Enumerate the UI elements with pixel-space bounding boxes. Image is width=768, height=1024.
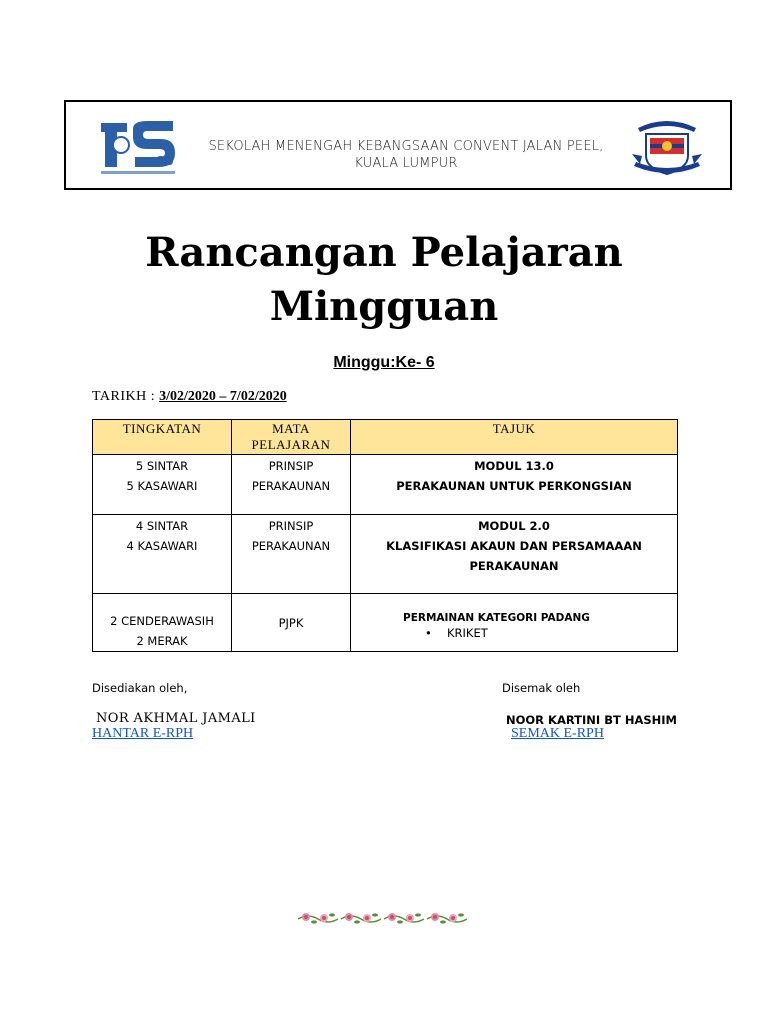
prepared-by-name: NOR AKHMAL JAMALI xyxy=(96,711,256,726)
svg-text:25: 25 xyxy=(157,154,174,168)
cell-tingkatan xyxy=(93,594,232,652)
date-row xyxy=(92,389,287,405)
prepared-by-label: Disediakan oleh, xyxy=(92,681,188,695)
mata-line: PRINSIP xyxy=(268,519,314,533)
school-crest-icon xyxy=(628,116,706,180)
tingkatan-line: 2 CENDERAWASIH xyxy=(110,614,214,628)
tajuk-title: PERMAINAN KATEGORI PADANG xyxy=(403,612,590,624)
page-title-line1: Rancangan Pelajaran xyxy=(145,229,623,276)
cell-mata-pelajaran xyxy=(232,594,351,652)
header-mata-line2: PELAJARAN xyxy=(251,437,331,452)
header-mata-line1: MATA xyxy=(272,421,310,436)
school-header xyxy=(64,100,732,190)
checked-by-label: Disemak oleh xyxy=(502,681,581,695)
mata-line: PERAKAUNAN xyxy=(251,479,331,493)
tajuk-line: KLASIFIKASI AKAUN DAN PERSAMAAAN xyxy=(386,539,642,553)
tingkatan-line: 2 MERAK xyxy=(136,634,188,648)
week-label: Minggu:Ke- 6 xyxy=(333,354,435,371)
date-label: TARIKH : xyxy=(92,389,160,404)
cell-tajuk xyxy=(351,594,678,652)
tajuk-title: MODUL 13.0 xyxy=(474,459,554,473)
school-name-line1: SEKOLAH MENENGAH KEBANGSAAN CONVENT JALAN PEEL, xyxy=(208,139,604,154)
tajuk-line: PERAKAUNAN xyxy=(469,559,559,573)
header-tingkatan: TINGKATAN xyxy=(93,420,232,455)
cell-tajuk xyxy=(351,515,678,594)
date-value: 3/02/2020 – 7/02/2020 xyxy=(159,389,287,404)
table-header-row xyxy=(93,420,678,455)
table-row xyxy=(93,594,678,652)
tingkatan-line: 5 KASAWARI xyxy=(126,479,198,493)
bullet-icon: • xyxy=(425,626,432,640)
tajuk-bullet-item xyxy=(351,624,677,642)
tingkatan-line: 4 KASAWARI xyxy=(126,539,198,553)
cell-mata-pelajaran xyxy=(232,515,351,594)
cell-tajuk xyxy=(351,455,678,515)
tingkatan-line: 4 SINTAR xyxy=(135,519,189,533)
submit-erph-link[interactable]: HANTAR E-RPH xyxy=(92,726,194,741)
mata-line: PJPK xyxy=(278,616,304,630)
cell-mata-pelajaran xyxy=(232,455,351,515)
lesson-plan-table xyxy=(92,419,678,652)
mata-line: PERAKAUNAN xyxy=(251,539,331,553)
checked-by-name: NOOR KARTINI BT HASHIM xyxy=(506,713,677,727)
header-tajuk: TAJUK xyxy=(351,420,678,455)
table-row xyxy=(93,455,678,515)
table-row xyxy=(93,515,678,594)
page-title xyxy=(0,226,768,334)
tajuk-bullet-text: KRIKET xyxy=(447,626,488,640)
tajuk-title: MODUL 2.0 xyxy=(478,519,550,533)
page-title-line2: Mingguan xyxy=(269,283,499,330)
review-erph-link[interactable]: SEMAK E-RPH xyxy=(511,726,604,741)
header-mata-pelajaran xyxy=(232,420,351,455)
school-name-line2: KUALA LUMPUR xyxy=(354,156,458,171)
mata-line: PRINSIP xyxy=(268,459,314,473)
school-name xyxy=(186,138,626,172)
rose-border-ornament-icon xyxy=(298,907,470,929)
cell-tingkatan xyxy=(93,455,232,515)
tajuk-line: PERAKAUNAN UNTUK PERKONGSIAN xyxy=(396,479,632,493)
ts25-logo xyxy=(99,119,179,177)
cell-tingkatan xyxy=(93,515,232,594)
tingkatan-line: 5 SINTAR xyxy=(135,459,189,473)
